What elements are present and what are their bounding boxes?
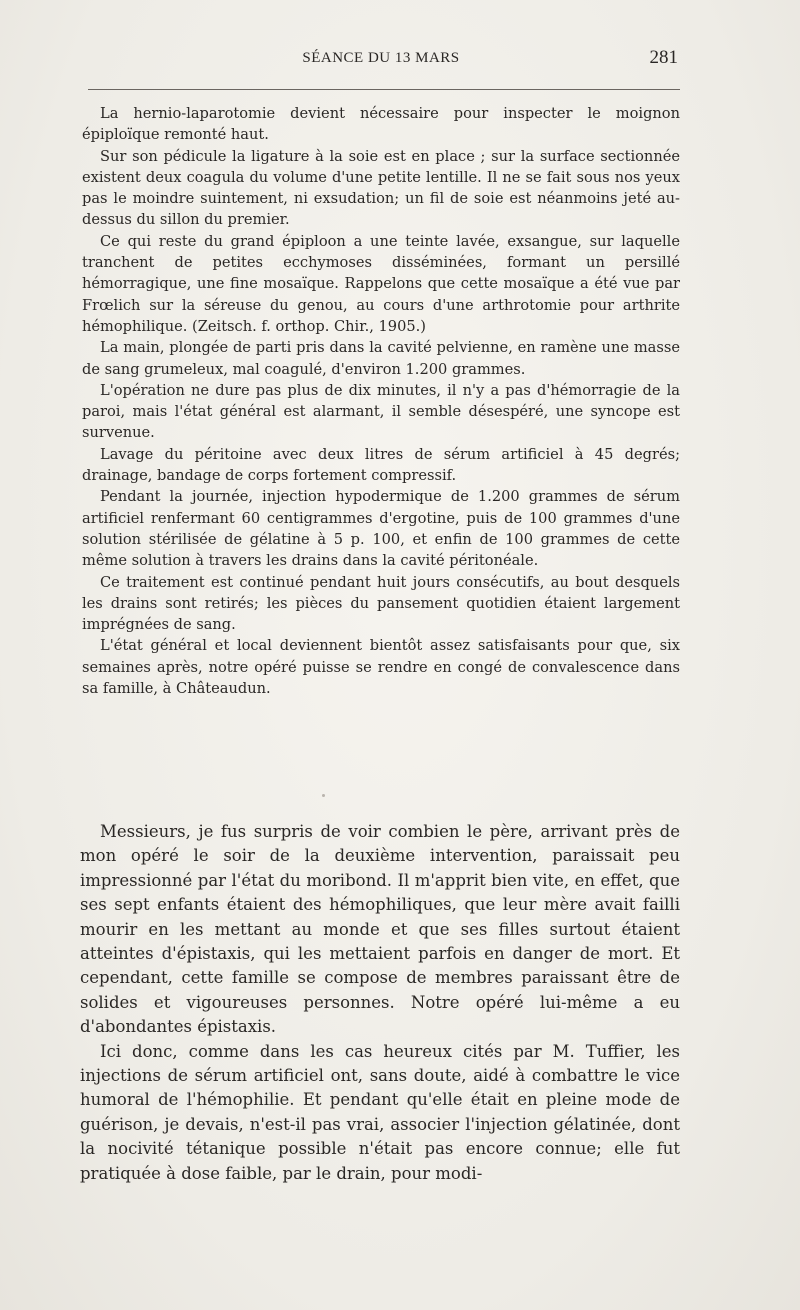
paragraph: Lavage du péritoine avec deux litres de sérum artificiel à 45 degrés; drainage, bandage de corps fortement compressif. [82,445,680,485]
paragraph: Sur son pédicule la ligature à la soie est en place ; sur la surface sectionnée existent deux coagula du volume d'une petite lentille. Il ne se fait sous nos yeux pas le moindre suintement, ni exsudation; un fil de soie est néanmoins jeté au-dessus du sillon du premier. [82,147,680,229]
paragraph: L'opération ne dure pas plus de dix minutes, il n'y a pas d'hémorragie de la paroi, mais l'état général est alarmant, il semble désespéré, une syncope est survenue. [82,381,680,442]
page-number: 281 [649,47,678,68]
paragraph: Messieurs, je fus surpris de voir combien le père, arrivant près de mon opéré le soir de la deuxième intervention, paraissait peu impressionné par l'état du moribond. Il m'apprit bien vite, en effet, que ses sept enfants étaient des hémophiliques, que leur mère avait failli mourir en les mettant au monde et que ses filles surtout étaient atteintes d'épistaxis, qui les mettaient parfois en danger de mort. Et cependant, cette famille se compose de membres paraissant être de solides et vigoureuses personnes. Notre opéré lui-même a eu d'abondantes épistaxis. [80,822,680,1037]
header-rule [88,89,680,90]
case-report-text [82,103,680,699]
page-header [84,47,678,74]
paragraph: Ce qui reste du grand épiploon a une teinte lavée, exsangue, sur laquelle tranchent de petites ecchymoses disséminées, formant un persillé hémorragique, une fine mosaïque. Rappelons que cette mosaïque a été vue par Frœlich sur la séreuse du genou, au cours d'une arthrotomie pour arthrite hémophilique. (Zeitsch. f. orthop. Chir., 1905.) [82,232,680,335]
paragraph: La main, plongée de parti pris dans la cavité pelvienne, en ramène une masse de sang grumeleux, mal coagulé, d'environ 1.200 grammes. [82,339,680,378]
paragraph: Ici donc, comme dans les cas heureux cités par M. Tuffier, les injections de sérum artificiel ont, sans doute, aidé à combattre le vice humoral de l'hémophilie. Et pendant qu'elle était en pleine mode de guérison, je devais, n'est-il pas vrai, associer l'injection gélatinée, dont la nocivité tétanique possible n'était pas encore connue; elle fut pratiquée à dose faible, par le drain, pour modi- [80,1041,680,1183]
ink-speck [322,794,325,797]
running-head: SÉANCE DU 13 MARS [302,50,460,66]
paragraph: Ce traitement est continué pendant huit jours consécutifs, au bout desquels les drains sont retirés; les pièces du pansement quotidien étaient largement imprégnées de sang. [82,573,680,634]
paragraph: La hernio-laparotomie devient nécessaire pour inspecter le moignon épiploïque remonté haut. [82,105,680,144]
paragraph: Pendant la journée, injection hypodermique de 1.200 grammes de sérum artificiel renfermant 60 centigrammes d'ergotine, puis de 100 grammes d'une solution stérilisée de gélatine à 5 p. 100, et enfin de 100 grammes de cette même solution à travers les drains dans la cavité péritonéale. [82,488,680,570]
paragraph: L'état général et local deviennent bientôt assez satisfaisants pour que, six semaines après, notre opéré puisse se rendre en congé de convalescence dans sa famille, à Châteaudun. [82,637,680,698]
discussion-text [80,820,680,1186]
